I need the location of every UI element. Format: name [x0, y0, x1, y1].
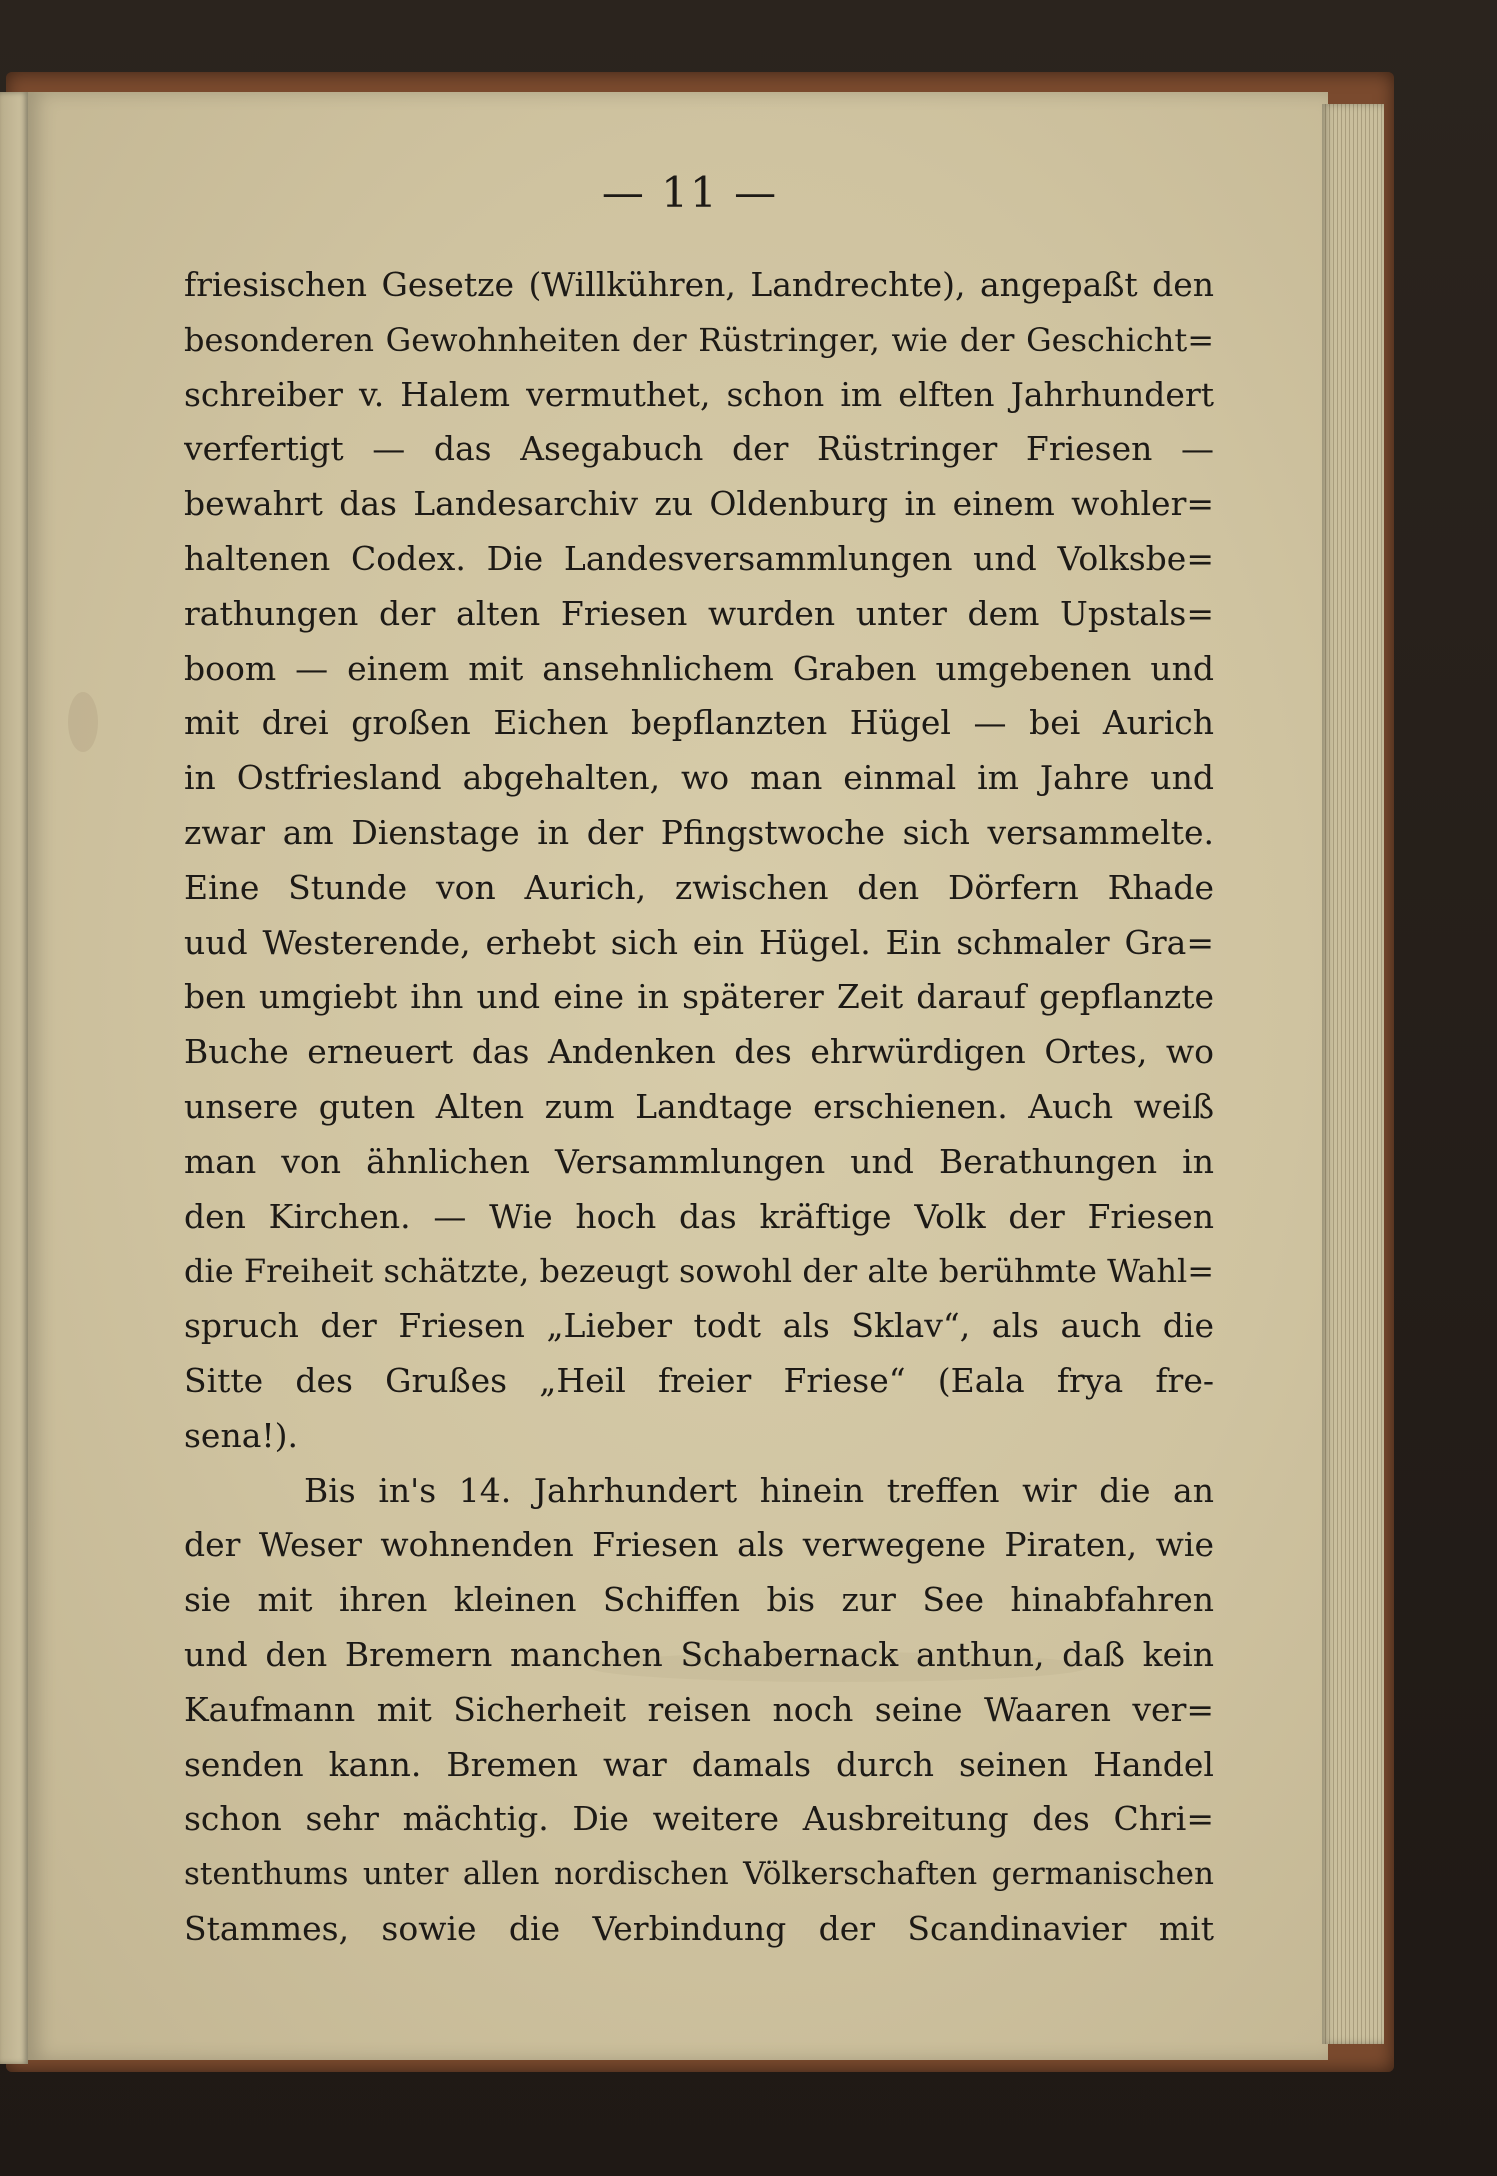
- text-line: schon sehr mächtig. Die weitere Ausbreitung des Chri=: [184, 1799, 1214, 1839]
- text-line: boom — einem mit ansehnlichem Graben umgebenen und: [184, 648, 1214, 688]
- text-line: uud Westerende, erhebt sich ein Hügel. Ein schmaler Gra=: [184, 922, 1214, 962]
- text-line: friesischen Gesetze (Willkühren, Landrechte), angepaßt den: [184, 265, 1214, 304]
- text-line: Buche erneuert das Andenken des ehrwürdigen Ortes, wo: [184, 1032, 1214, 1072]
- text-line: spruch der Friesen „Lieber todt als Sklav“, als auch die: [184, 1306, 1214, 1346]
- text-line: Eine Stunde von Aurich, zwischen den Dörfern Rhade: [184, 867, 1214, 907]
- text-line: senden kann. Bremen war damals durch seinen Handel: [184, 1744, 1214, 1784]
- text-line: in Ostfriesland abgehalten, wo man einmal im Jahre und: [184, 758, 1214, 798]
- text-line: verfertigt — das Asegabuch der Rüstringer Friesen —: [184, 429, 1214, 469]
- page-number: — 11 —: [601, 168, 779, 217]
- text-line: schreiber v. Halem vermuthet, schon im elften Jahrhundert: [184, 374, 1214, 414]
- text-line: der Weser wohnenden Friesen als verwegene Piraten, wie: [184, 1525, 1214, 1565]
- text-line: und den Bremern manchen Schabernack anthun, daß kein: [184, 1634, 1214, 1674]
- text-line: sena!).: [184, 1415, 299, 1455]
- text-line: stenthums unter allen nordischen Völkerschaften germanischen: [184, 1856, 1214, 1893]
- text-line: die Freiheit schätzte, bezeugt sowohl der alte berühmte Wahl=: [184, 1252, 1214, 1291]
- text-line: Bis in's 14. Jahrhundert hinein treffen wir die an: [304, 1470, 1214, 1510]
- body-text: [184, 258, 1214, 1957]
- text-line: mit drei großen Eichen bepflanzten Hügel — bei Aurich: [184, 703, 1214, 743]
- text-line: Kaufmann mit Sicherheit reisen noch seine Waaren ver=: [184, 1689, 1214, 1729]
- text-line: besonderen Gewohnheiten der Rüstringer, wie der Geschicht=: [184, 320, 1214, 359]
- page-stack-edge: [1322, 104, 1384, 2044]
- text-line: unsere guten Alten zum Landtage erschienen. Auch weiß: [184, 1086, 1214, 1126]
- page-stain: [68, 692, 98, 752]
- text-line: sie mit ihren kleinen Schiffen bis zur See hinabfahren: [184, 1580, 1214, 1620]
- text-line: bewahrt das Landesarchiv zu Oldenburg in einem wohler=: [184, 484, 1214, 524]
- text-line: zwar am Dienstage in der Pfingstwoche sich versammelte.: [184, 812, 1214, 852]
- previous-page-edge: [0, 92, 28, 2064]
- text-line: man von ähnlichen Versammlungen und Berathungen in: [184, 1141, 1214, 1181]
- text-line: Stammes, sowie die Verbindung der Scandinavier mit: [184, 1908, 1214, 1948]
- text-line: ben umgiebt ihn und eine in späterer Zeit darauf gepflanzte: [184, 977, 1214, 1017]
- text-line: Sitte des Grußes „Heil freier Friese“ (Eala frya fre-: [184, 1360, 1214, 1400]
- text-line: den Kirchen. — Wie hoch das kräftige Volk der Friesen: [184, 1196, 1214, 1236]
- text-line: haltenen Codex. Die Landesversammlungen und Volksbe=: [184, 538, 1214, 578]
- text-line: rathungen der alten Friesen wurden unter dem Upstals=: [184, 593, 1214, 633]
